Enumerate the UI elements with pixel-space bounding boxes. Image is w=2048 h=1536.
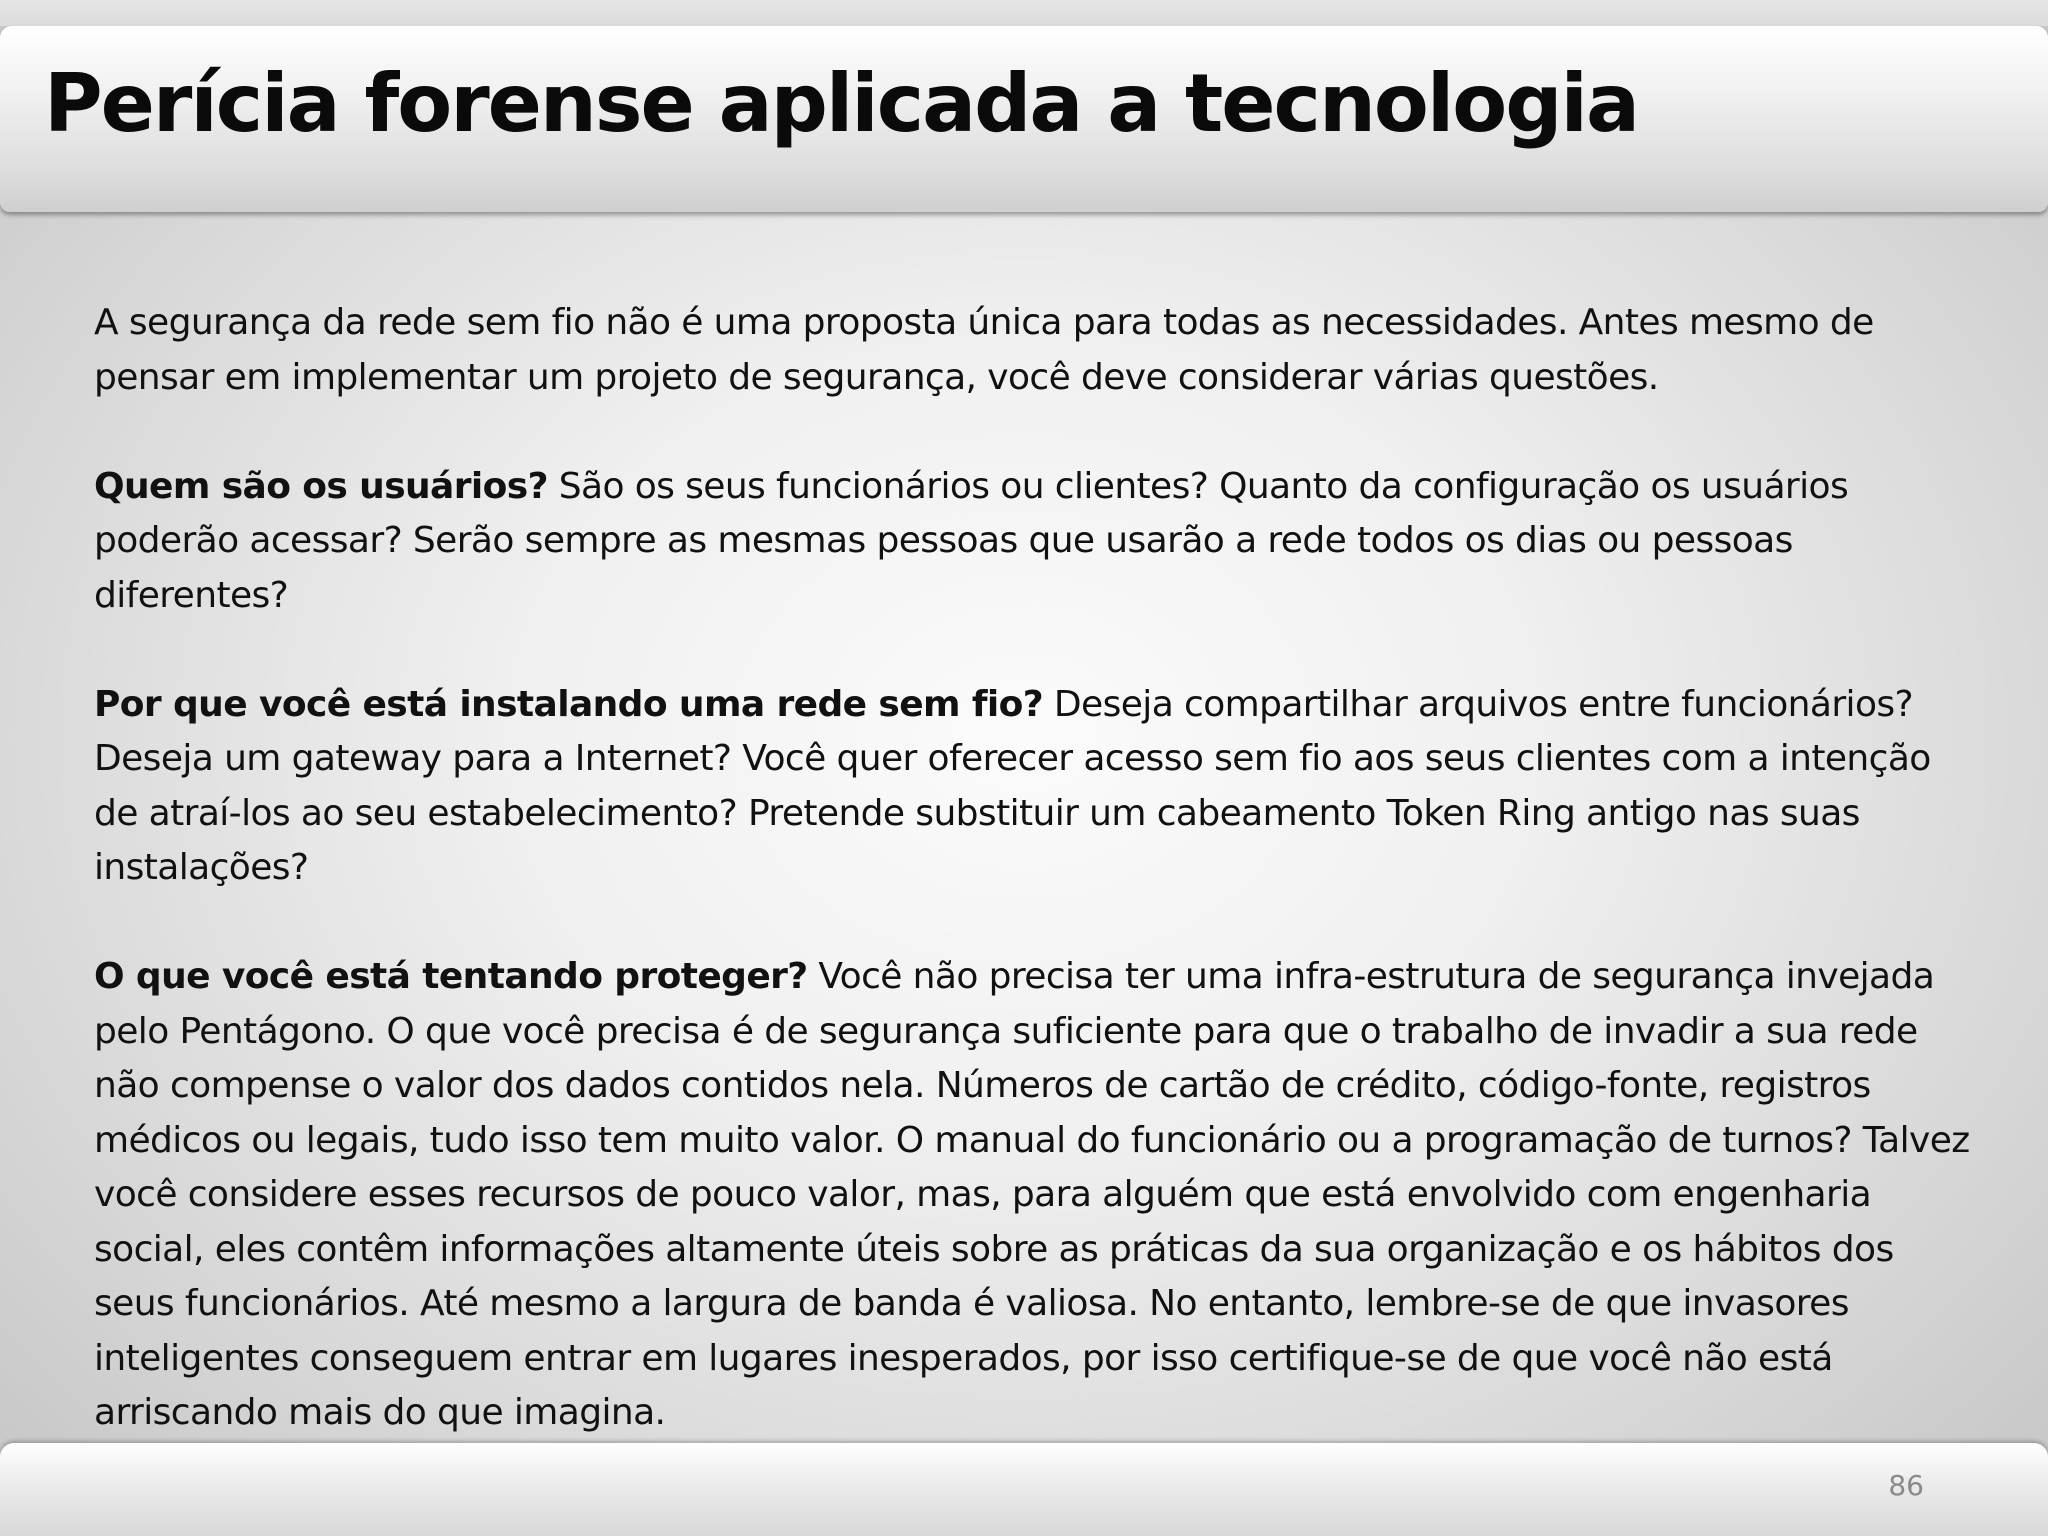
slide-body <box>94 296 1974 1441</box>
page-number: 86 <box>1888 1469 1924 1502</box>
footer-bar <box>0 1443 2048 1536</box>
intro-paragraph: A segurança da rede sem fio não é uma proposta única para todas as necessidades. Antes mesmo de pensar em implementar um projeto de segurança, você deve considerar várias questões. <box>94 302 1874 398</box>
protect-question: O que você está tentando proteger? <box>94 956 808 997</box>
purpose-text: Deseja compartilhar arquivos entre funcionários? Deseja um gateway para a Internet? Você quer oferecer acesso sem fio aos seus clientes com a intenção de atraí-los ao seu estabelecimento? Pretende substituir um cabeamento Token Ring antigo nas suas instalações? <box>94 683 1931 888</box>
users-text: São os seus funcionários ou clientes? Quanto da configuração os usuários poderão acessar? Serão sempre as mesmas pessoas que usarão a rede todos os dias ou pessoas diferentes? <box>94 465 1849 616</box>
protect-paragraph <box>94 950 1974 1441</box>
users-paragraph <box>94 460 1974 624</box>
slide-title: Perícia forense aplicada a tecnologia <box>44 57 1638 150</box>
title-bar <box>0 26 2048 212</box>
slide-top-strip <box>0 0 2048 26</box>
purpose-paragraph <box>94 678 1974 896</box>
purpose-question: Por que você está instalando uma rede sem fio? <box>94 683 1044 725</box>
protect-text: Você não precisa ter uma infra-estrutura de segurança invejada pelo Pentágono. O que você precisa é de segurança suficiente para que o trabalho de invadir a sua rede não compense o valor dos dados contidos nela. Números de cartão de crédito, código-fonte, registros médicos ou legais, tudo isso tem muito valor. O manual do funcionário ou a programação de turnos? Talvez você considere esses recursos de pouco valor, mas, para alguém que está envolvido com engenharia social, eles contêm informações altamente úteis sobre as práticas da sua organização e os hábitos dos seus funcionários. Até mesmo a largura de banda é valiosa. No entanto, lembre-se de que invasores inteligentes conseguem entrar em lugares inesperados, por isso certifique-se de que você não está arriscando mais do que imagina. <box>94 956 1970 1433</box>
users-question: Quem são os usuários? <box>94 465 548 507</box>
